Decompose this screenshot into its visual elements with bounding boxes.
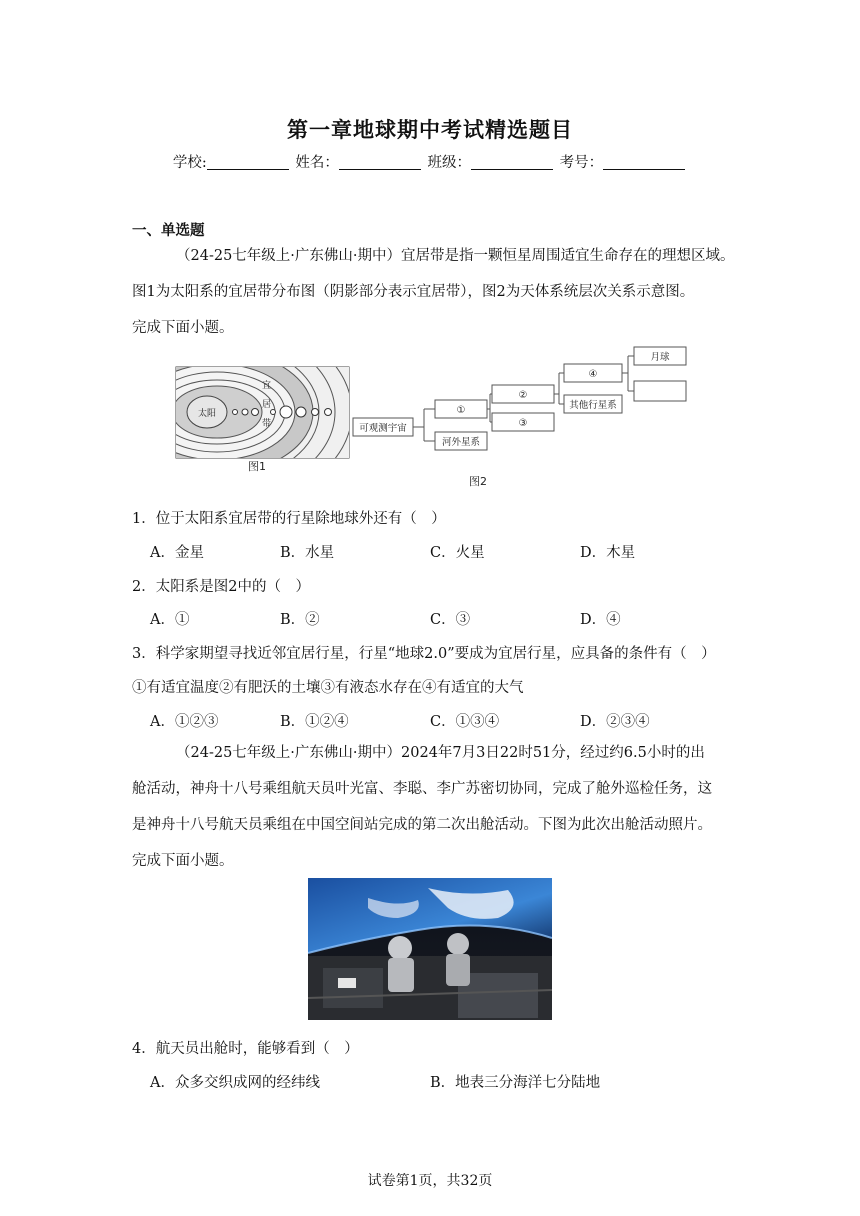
q3-option-d: D．②③④ — [580, 714, 650, 730]
q3-option-a: A．①②③ — [150, 714, 219, 730]
exam-no-label: 考号： — [559, 155, 604, 171]
label-2: ② — [518, 390, 528, 401]
question-1-stem: 1．位于太阳系宜居带的行星除地球外还有（ ） — [132, 511, 446, 527]
page-title: 第一章地球期中考试精选题目 — [287, 117, 573, 142]
label-observable-universe: 可观测宇宙 — [359, 423, 407, 434]
label-4: ④ — [588, 369, 598, 380]
planet-earth — [252, 409, 259, 416]
planet-mercury — [233, 410, 238, 415]
class-blank — [471, 155, 553, 170]
page-footer: 试卷第1页，共32页 — [367, 1173, 493, 1189]
q2-option-a: A．① — [150, 612, 190, 628]
q1-option-c: C．火星 — [430, 545, 485, 561]
school-label: 学校: — [172, 155, 207, 171]
planet-venus — [242, 409, 248, 415]
passage-2-line: （24-25七年级上·广东佛山·期中）2024年7月3日22时51分，经过约6.5小时的出 — [176, 745, 705, 761]
exam-no-blank — [603, 155, 685, 170]
q4-option-a: A．众多交织成网的经纬线 — [150, 1075, 320, 1091]
q2-option-d: D．④ — [580, 612, 621, 628]
sun-label: 太阳 — [197, 409, 217, 419]
figure-1-label: 图1 — [248, 460, 266, 473]
passage-2-line: 是神舟十八号航天员乘组在中国空间站完成的第二次出舱活动。下图为此次出舱活动照片。 — [132, 817, 712, 833]
label-other-galaxies: 河外星系 — [441, 437, 481, 448]
figure-2-hierarchy — [350, 345, 690, 493]
q1-option-b: B．水星 — [280, 545, 335, 561]
figure-1-habitable-zone — [175, 366, 351, 476]
q4-option-b: B．地表三分海洋七分陆地 — [430, 1075, 601, 1091]
student-info-line — [0, 151, 860, 172]
planet-jupiter — [280, 406, 292, 418]
label-1: ① — [456, 405, 466, 416]
habitable-zone-char: 居 — [262, 400, 272, 410]
passage-2-line: 舱活动，神舟十八号乘组航天员叶光富、李聪、李广苏密切协同，完成了舱外巡检任务，这 — [132, 781, 712, 797]
name-blank — [339, 155, 421, 170]
passage-1-line: 图1为太阳系的宜居带分布图（阴影部分表示宜居带），图2为天体系统层次关系示意图。 — [132, 284, 695, 300]
planet-saturn — [296, 407, 306, 417]
passage-1-line: 完成下面小题。 — [132, 320, 234, 336]
section-heading: 一、单选题 — [132, 222, 205, 239]
school-blank — [207, 155, 289, 170]
q2-option-c: C．③ — [430, 612, 471, 628]
question-3-sub: ①有适宜温度②有肥沃的土壤③有液态水存在④有适宜的大气 — [132, 680, 524, 696]
figure-2-label: 图2 — [469, 475, 487, 488]
question-3-stem: 3．科学家期望寻找近邻宜居行星，行星“地球2.0”要成为宜居行星，应具备的条件有（ ） — [132, 646, 716, 662]
planet-neptune — [325, 409, 332, 416]
question-2-stem: 2．太阳系是图2中的（ ） — [132, 579, 310, 595]
spacewalk-photo — [308, 878, 552, 1020]
label-other-planets: 其他行星系 — [569, 400, 617, 411]
q1-option-d: D．木星 — [580, 545, 636, 561]
name-label: 姓名： — [295, 155, 339, 171]
passage-1-line: （24-25七年级上·广东佛山·期中）宜居带是指一颗恒星周围适宜生命存在的理想区域。 — [176, 248, 735, 264]
habitable-zone-char: 宜 — [262, 381, 272, 391]
class-label: 班级： — [427, 155, 471, 171]
q1-option-a: A．金星 — [150, 545, 204, 561]
passage-2 — [132, 735, 762, 879]
passage-2-line: 完成下面小题。 — [132, 853, 234, 869]
planet-uranus — [312, 409, 319, 416]
q3-option-c: C．①③④ — [430, 714, 500, 730]
label-3: ③ — [518, 418, 528, 429]
habitable-zone-char: 带 — [262, 419, 272, 429]
q2-option-b: B．② — [280, 612, 320, 628]
question-4-stem: 4．航天员出舱时，能够看到（ ） — [132, 1041, 359, 1057]
box-empty — [634, 381, 686, 401]
passage-1 — [132, 238, 762, 346]
label-moon: 月球 — [650, 352, 670, 363]
planet-mars — [271, 410, 276, 415]
q3-option-b: B．①②④ — [280, 714, 349, 730]
